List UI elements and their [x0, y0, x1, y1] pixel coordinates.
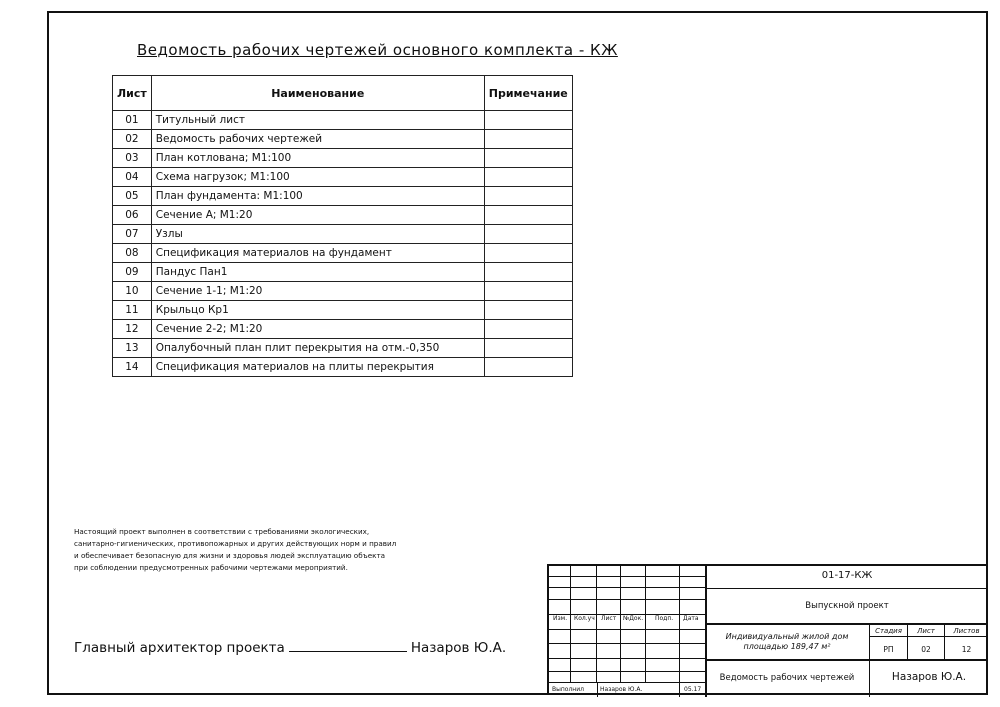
sheet-name-cell: Пандус Пан1: [151, 263, 484, 282]
stamp-object-line1: Индивидуальный жилой дом: [725, 632, 849, 641]
signature-line: [289, 650, 407, 652]
stamp-project-type: Выпускной проект: [805, 601, 889, 611]
sheet-number-cell: 02: [113, 130, 152, 149]
sheet-number-cell: 11: [113, 301, 152, 320]
stamp-date: 05.17: [684, 686, 702, 693]
header-sheet: Лист: [113, 76, 152, 111]
sheet-note-cell: [484, 225, 572, 244]
stamp-list-header: Лист: [917, 627, 935, 635]
sheet-number-cell: 03: [113, 149, 152, 168]
sheet-name-cell: Схема нагрузок; М1:100: [151, 168, 484, 187]
sheet-number-cell: 07: [113, 225, 152, 244]
sheet-note-cell: [484, 282, 572, 301]
architect-label: Главный архитектор проекта: [74, 640, 285, 656]
table-row: [113, 168, 573, 187]
header-note: Примечание: [484, 76, 572, 111]
sheet-name-cell: План фундамента: М1:100: [151, 187, 484, 206]
stamp-list: 02: [921, 645, 931, 654]
sheet-note-cell: [484, 263, 572, 282]
sheet-note-cell: [484, 187, 572, 206]
table-row: [113, 111, 573, 130]
sheet-number-cell: 06: [113, 206, 152, 225]
table-header-row: [113, 76, 573, 111]
note-line: Настоящий проект выполнен в соответствии с требованиями экологических,: [74, 527, 370, 536]
table-row: [113, 187, 573, 206]
architect-name: Назаров Ю.А.: [410, 640, 507, 656]
sheet-number-cell: 10: [113, 282, 152, 301]
note-line: санитарно-гигиенических, противопожарных и других действующих норм и правил: [74, 539, 397, 548]
table-row: [113, 358, 573, 377]
sheet-note-cell: [484, 130, 572, 149]
table-row: [113, 225, 573, 244]
sheet-number-cell: 12: [113, 320, 152, 339]
stamp-code: 01-17-КЖ: [821, 570, 873, 581]
sheet-note-cell: [484, 206, 572, 225]
sheet-number-cell: 14: [113, 358, 152, 377]
stamp-header-kol: Кол.уч: [574, 615, 595, 622]
table-row: [113, 301, 573, 320]
document-title: Ведомость рабочих чертежей основного комплекта - КЖ: [137, 41, 618, 59]
stamp-header-data: Дата: [683, 615, 699, 622]
sheet-name-cell: Сечение 1-1; М1:20: [151, 282, 484, 301]
stamp-lists-header: Листов: [953, 627, 980, 635]
sheet-name-cell: Узлы: [151, 225, 484, 244]
sheet-name-cell: Ведомость рабочих чертежей: [151, 130, 484, 149]
sheet-note-cell: [484, 111, 572, 130]
stamp-lists: 12: [961, 645, 972, 654]
note-line: при соблюдении предусмотренных рабочими чертежами мероприятий.: [74, 563, 348, 572]
sheet-number-cell: 04: [113, 168, 152, 187]
sheet-number-cell: 08: [113, 244, 152, 263]
sheet-name-cell: Сечение 2-2; М1:20: [151, 320, 484, 339]
sheets-table: [112, 75, 573, 377]
stamp-stage: РП: [883, 645, 894, 654]
table-row: [113, 149, 573, 168]
stamp-stage-header: Стадия: [875, 627, 902, 635]
stamp-author-name: Назаров Ю.А.: [891, 671, 967, 683]
header-name: Наименование: [151, 76, 484, 111]
stamp-header-podp: Подп.: [655, 615, 674, 622]
stamp-sheet-title: Ведомость рабочих чертежей: [719, 673, 855, 683]
stamp-header-izm: Изм.: [553, 615, 568, 622]
sheet-name-cell: Сечение А; М1:20: [151, 206, 484, 225]
table-row: [113, 339, 573, 358]
sheet-note-cell: [484, 301, 572, 320]
sheet-name-cell: Спецификация материалов на плиты перекрытия: [151, 358, 484, 377]
stamp-role: Выполнил: [552, 686, 584, 693]
sheet-note-cell: [484, 244, 572, 263]
title-block: [547, 564, 988, 695]
sheet-number-cell: 09: [113, 263, 152, 282]
sheet-number-cell: 13: [113, 339, 152, 358]
sheet-number-cell: 01: [113, 111, 152, 130]
sheet-name-cell: Титульный лист: [151, 111, 484, 130]
sheet-name-cell: Опалубочный план плит перекрытия на отм.-0,350: [151, 339, 484, 358]
stamp-header-list: Лист: [601, 615, 617, 622]
table-row: [113, 130, 573, 149]
sheet-note-cell: [484, 320, 572, 339]
sheet-note-cell: [484, 358, 572, 377]
table-row: [113, 263, 573, 282]
sheet-note-cell: [484, 168, 572, 187]
compliance-note: [74, 526, 397, 574]
table-row: [113, 282, 573, 301]
table-row: [113, 244, 573, 263]
sheet-note-cell: [484, 339, 572, 358]
stamp-performer: Назаров Ю.А.: [600, 686, 643, 693]
stamp-object-line2: площадью 189,47 м²: [743, 642, 831, 651]
table-row: [113, 206, 573, 225]
sheet-name-cell: Крыльцо Кр1: [151, 301, 484, 320]
architect-signature: [74, 640, 506, 656]
sheet-number-cell: 05: [113, 187, 152, 206]
table-row: [113, 320, 573, 339]
sheet-note-cell: [484, 149, 572, 168]
sheet-name-cell: Спецификация материалов на фундамент: [151, 244, 484, 263]
stamp-header-ndok: №Док.: [623, 615, 644, 622]
sheet-name-cell: План котлована; М1:100: [151, 149, 484, 168]
note-line: и обеспечивает безопасную для жизни и здоровья людей эксплуатацию объекта: [74, 551, 386, 560]
